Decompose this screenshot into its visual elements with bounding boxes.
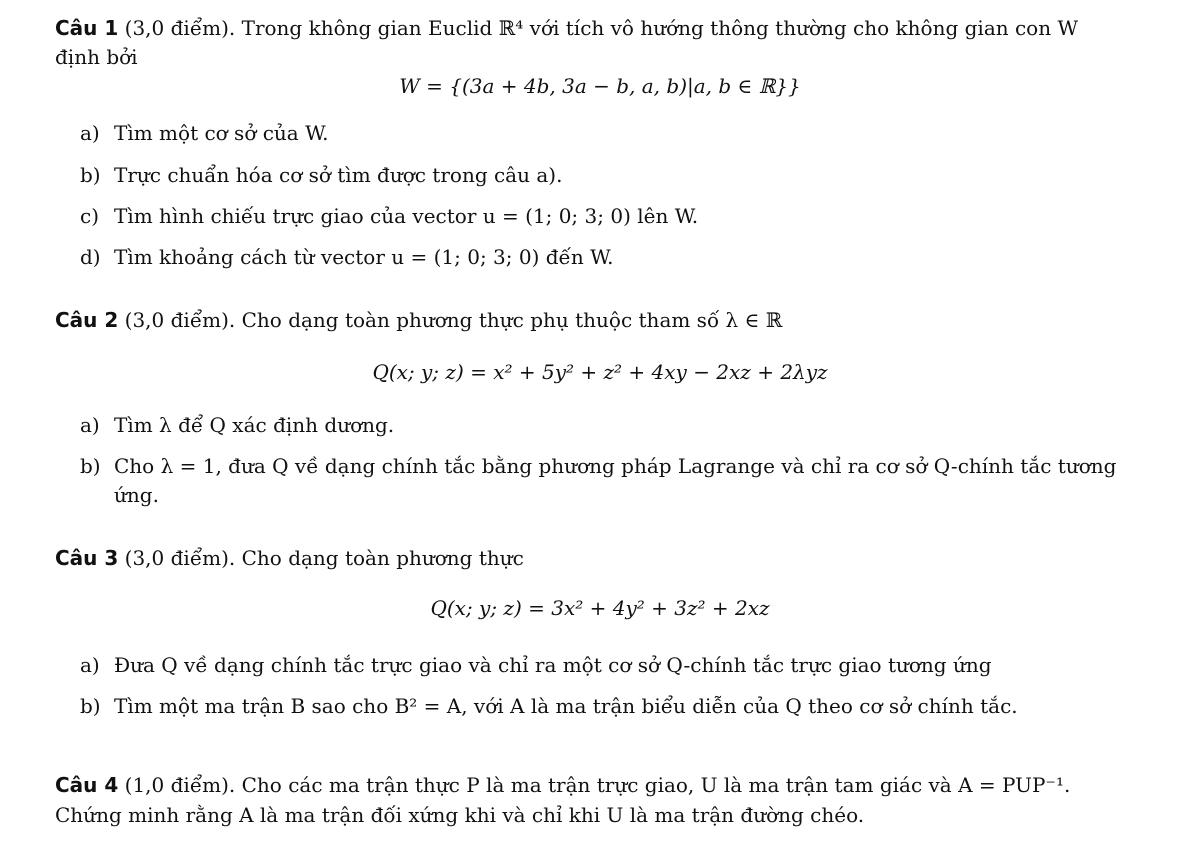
question-3-text: (3,0 điểm). Cho dạng toàn phương thực bbox=[118, 546, 524, 570]
item-text: Tìm khoảng cách từ vector u = (1; 0; 3; 0) đến W. bbox=[114, 245, 614, 269]
question-2-item-a bbox=[80, 411, 394, 439]
question-1-text: (3,0 điểm). Trong không gian Euclid ℝ⁴ với tích vô hướng thông thường cho không gian con W bbox=[118, 16, 1079, 40]
item-text: Cho λ = 1, đưa Q về dạng chính tắc bằng phương pháp Lagrange và chỉ ra cơ sở Q-chính tắc tương bbox=[114, 454, 1117, 478]
item-label: c) bbox=[80, 204, 100, 228]
question-3-item-b bbox=[80, 692, 1018, 720]
item-text: Tìm một ma trận B sao cho B² = A, với A là ma trận biểu diễn của Q theo cơ sở chính tắc. bbox=[114, 694, 1018, 718]
item-label: a) bbox=[80, 653, 100, 677]
question-1-item-b bbox=[80, 161, 562, 189]
item-label: b) bbox=[80, 694, 101, 718]
question-3-item-a bbox=[80, 651, 992, 679]
question-2-item-b bbox=[80, 452, 1116, 480]
question-4-heading-continuation: Chứng minh rằng A là ma trận đối xứng khi và chỉ khi U là ma trận đường chéo. bbox=[55, 803, 865, 827]
item-label: d) bbox=[80, 245, 101, 269]
question-2-item-b-continuation: ứng. bbox=[114, 483, 159, 507]
item-text: Tìm hình chiếu trực giao của vector u = (1; 0; 3; 0) lên W. bbox=[114, 204, 699, 228]
question-4-text: (1,0 điểm). Cho các ma trận thực P là ma trận trực giao, U là ma trận tam giác và A = PUP⁻¹. bbox=[118, 773, 1071, 797]
item-text: Tìm một cơ sở của W. bbox=[114, 121, 329, 145]
question-2-label: Câu 2 bbox=[55, 308, 119, 332]
question-1-item-d bbox=[80, 243, 614, 271]
item-label: a) bbox=[80, 413, 100, 437]
item-label: b) bbox=[80, 454, 101, 478]
question-1-item-c bbox=[80, 202, 698, 230]
question-3-heading bbox=[55, 544, 524, 572]
item-label: a) bbox=[80, 121, 100, 145]
question-1-equation: W = {(3a + 4b, 3a − b, a, b)|a, b ∈ ℝ}} bbox=[399, 74, 801, 98]
question-1-heading-continuation: định bởi bbox=[55, 45, 138, 69]
item-label: b) bbox=[80, 163, 101, 187]
question-3-equation: Q(x; y; z) = 3x² + 4y² + 3z² + 2xz bbox=[430, 596, 770, 620]
question-1-item-a bbox=[80, 119, 329, 147]
item-text: Tìm λ để Q xác định dương. bbox=[114, 413, 395, 437]
question-2-text: (3,0 điểm). Cho dạng toàn phương thực phụ thuộc tham số λ ∈ ℝ bbox=[118, 308, 783, 332]
question-2-heading bbox=[55, 306, 782, 334]
item-text: Trực chuẩn hóa cơ sở tìm được trong câu a). bbox=[114, 163, 563, 187]
question-1-label: Câu 1 bbox=[55, 16, 119, 40]
question-4-label: Câu 4 bbox=[55, 773, 119, 797]
item-text: Đưa Q về dạng chính tắc trực giao và chỉ ra một cơ sở Q-chính tắc trực giao tương ứng bbox=[114, 653, 992, 677]
question-4-heading bbox=[55, 771, 1070, 799]
question-2-equation: Q(x; y; z) = x² + 5y² + z² + 4xy − 2xz + 2λyz bbox=[372, 360, 828, 384]
question-1-heading bbox=[55, 14, 1078, 42]
question-3-label: Câu 3 bbox=[55, 546, 119, 570]
